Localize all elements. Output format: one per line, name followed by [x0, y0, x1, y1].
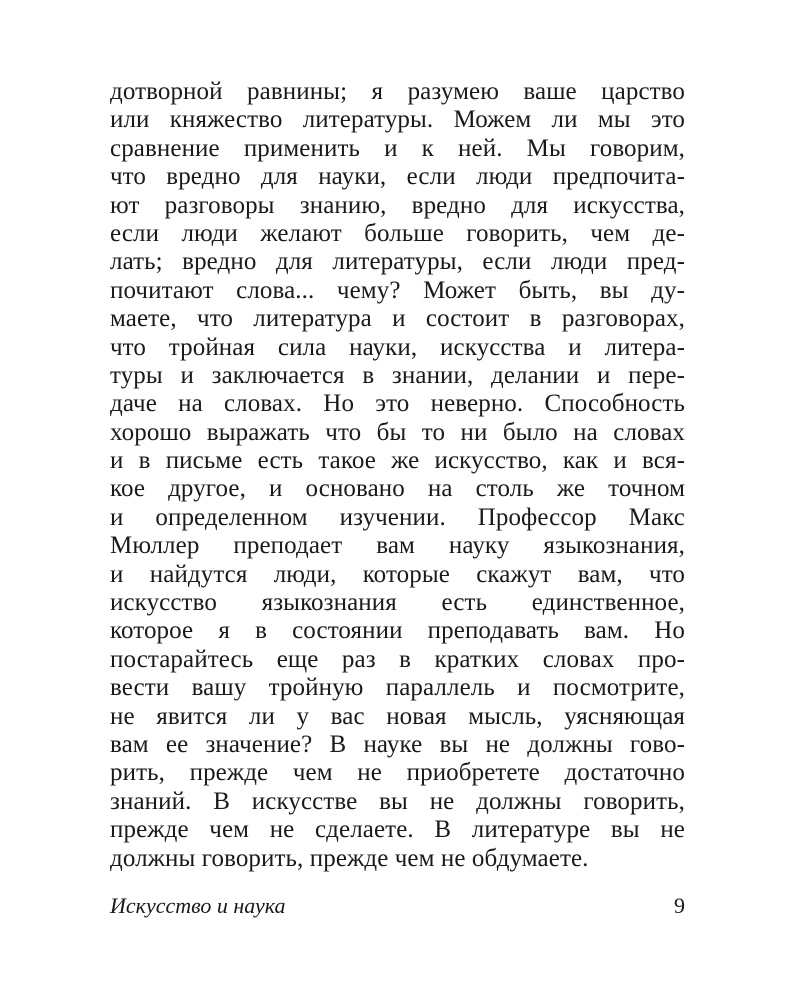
page-number: 9 — [674, 893, 685, 918]
text-line: рить, прежде чем не приобретете достаточно — [110, 759, 685, 787]
text-line: искусство языкознания есть единственное, — [110, 589, 685, 617]
text-line: и найдутся люди, которые скажут вам, что — [110, 560, 685, 588]
text-line: дотворной равнины; я разумею ваше царство — [110, 78, 685, 105]
text-line: вам ее значение? В науке вы не должны гово- — [110, 730, 685, 758]
running-title: Искусство и наука — [110, 893, 286, 918]
text-line: маете, что литература и состоит в разговорах, — [110, 305, 685, 333]
text-line: кое другое, и основано на столь же точном — [110, 475, 685, 503]
text-line: Мюллер преподает вам науку языкознания, — [110, 532, 685, 560]
text-line: прежде чем не сделаете. В литературе вы не — [110, 816, 685, 844]
text-line: постарайтесь еще раз в кратких словах про- — [110, 645, 685, 673]
text-line: туры и заключается в знании, делании и пере- — [110, 361, 685, 389]
text-line: не явится ли у вас новая мысль, уясняющая — [110, 702, 685, 730]
text-line: и в письме есть такое же искусство, как и вся- — [110, 447, 685, 475]
text-line: и определенном изучении. Профессор Макс — [110, 503, 685, 531]
text-line: даче на словах. Но это неверно. Способность — [110, 390, 685, 418]
text-line: лать; вредно для литературы, если люди пред- — [110, 248, 685, 276]
text-line: почитают слова... чему? Может быть, вы ду- — [110, 276, 685, 304]
text-line: если люди желают больше говорить, чем де- — [110, 219, 685, 247]
text-line: что тройная сила науки, искусства и литера- — [110, 333, 685, 361]
text-line: хорошо выражать что бы то ни было на словах — [110, 418, 685, 446]
page-footer — [110, 893, 685, 923]
text-line: вести вашу тройную параллель и посмотрите, — [110, 674, 685, 702]
text-line: должны говорить, прежде чем не обдумаете. — [110, 844, 589, 872]
text-line: ют разговоры знанию, вредно для искусства, — [110, 191, 685, 219]
text-line: что вредно для науки, если люди предпочита- — [110, 163, 685, 191]
body-text — [110, 78, 685, 873]
text-line: знаний. В искусстве вы не должны говорить, — [110, 787, 685, 815]
text-line: которое я в состоянии преподавать вам. Но — [110, 617, 685, 645]
text-line: или княжество литературы. Можем ли мы это — [110, 106, 685, 134]
text-line: сравнение применить и к ней. Мы говорим, — [110, 134, 685, 162]
